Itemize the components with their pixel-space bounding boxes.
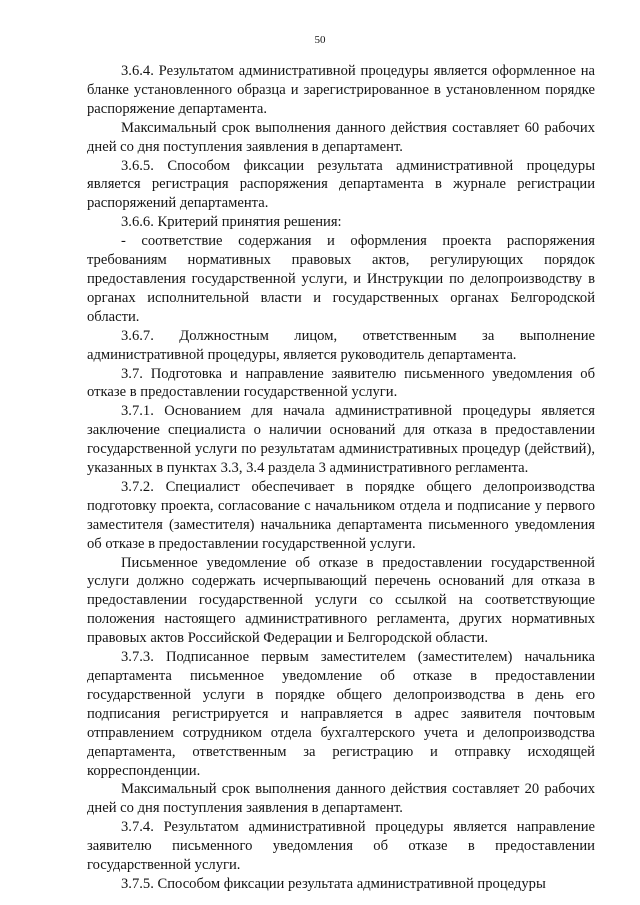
paragraph-3-7-1: 3.7.1. Основанием для начала административной процедуры является заключение специалиста о наличии оснований для отказа в предоставлении государственной услуги по результатам административных процедур (действий), указанных в пунктах 3.3, 3.4 раздела 3 административного регламента. — [87, 403, 595, 477]
paragraph-3-7-2: 3.7.2. Специалист обеспечивает в порядке общего делопроизводства подготовку проекта, согласование с начальником отдела и подписание у первого заместителя (заместителя) начальника департамента письменного уведомления об отказе в предоставлении государственной услуги. — [87, 478, 595, 552]
paragraph-3-7-4: 3.7.4. Результатом административной процедуры является направление заявителю письменного уведомления об отказе в предоставлении государственной услуги. — [87, 819, 595, 874]
paragraph-3-6-6: 3.6.6. Критерий принятия решения: — [121, 214, 342, 231]
paragraph-3-6-5: 3.6.5. Способом фиксации результата административной процедуры является регистрация распоряжения департамента в журнале регистрации распоряжений департамента. — [87, 157, 595, 212]
paragraph-3-7: 3.7. Подготовка и направление заявителю письменного уведомления об отказе в предоставлении государственной услуги. — [87, 365, 595, 401]
paragraph-written-notice: Письменное уведомление об отказе в предоставлении государственной услуги должно содержать исчерпывающий перечень оснований для отказа в предоставлении государственной услуги со ссылкой на соответствующие положения настоящего административного регламента, других нормативных правовых актов Российской Федерации и Белгородской области. — [87, 554, 595, 647]
paragraph-3-7-5: 3.7.5. Способом фиксации результата административной процедуры — [121, 875, 546, 892]
document-body — [87, 62, 595, 894]
paragraph-deadline-20: Максимальный срок выполнения данного действия составляет 20 рабочих дней со дня поступления заявления в департамент. — [87, 781, 595, 817]
paragraph-criterion-item: - соответствие содержания и оформления проекта распоряжения требованиям нормативных правовых актов, регулирующих порядок предоставления государственной услуги, и Инструкции по делопроизводству в органах исполнительной власти и государственных органах Белгородской области. — [87, 233, 595, 325]
page-number: 50 — [314, 34, 326, 46]
paragraph-3-6-7: 3.6.7. Должностным лицом, ответственным за выполнение административной процедуры, является руководитель департамента. — [87, 327, 595, 363]
paragraph-3-6-4: 3.6.4. Результатом административной процедуры является оформленное на бланке установленного образца и зарегистрированное в установленном порядке распоряжение департамента. — [87, 63, 595, 117]
paragraph-3-7-3: 3.7.3. Подписанное первым заместителем (заместителем) начальника департамента письменное уведомление об отказе в предоставлении государственной услуги в порядке общего делопроизводства в день его подписания регистрируется и направляется в адрес заявителя почтовым отправлением сотрудником отдела бухгалтерского учета и делопроизводства департамента, ответственным за регистрацию и отправку исходящей корреспонденции. — [87, 649, 595, 779]
paragraph-deadline-60: Максимальный срок выполнения данного действия составляет 60 рабочих дней со дня поступления заявления в департамент. — [87, 119, 595, 155]
